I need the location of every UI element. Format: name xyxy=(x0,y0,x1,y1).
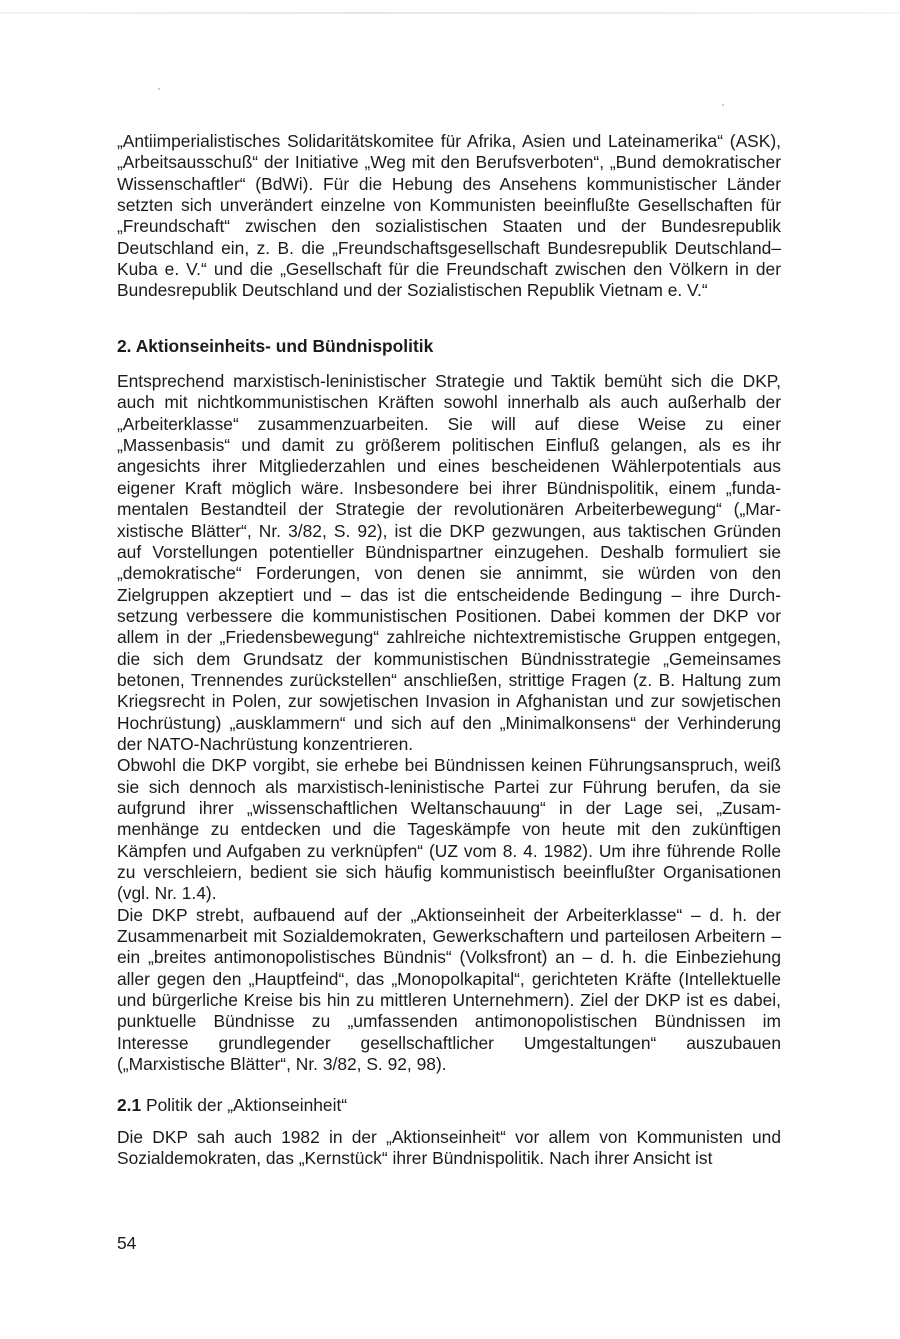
section-paragraph-3: Die DKP strebt, aufbauend auf der „Aktionseinheit der Arbeiterklasse“ – d. h. der Zusammenarbeit mit Sozialdemokraten, Gewerkschaftern und parteilosen Arbeitern – ein „breites antimonopolistisches Bündnis“ (Volksfront) an – d. h. die Einbeziehung aller gegen den „Hauptfeind“, das „Monopolkapital“, gerichteten Kräfte (Intellektuelle und bürgerliche Kreise bis hin zu mittleren Unternehmern). Ziel der DKP ist es dabei, punktuelle Bündnisse zu „umfassenden antimonopolistischen Bündnissen im Interesse grundlegender gesellschaftlicher Umgestaltungen“ auszubauen („Marxistische Blätter“, Nr. 3/82, S. 92, 98). xyxy=(117,904,781,1075)
page-number: 54 xyxy=(117,1233,137,1253)
section-heading: 2. Aktionseinheits- und Bündnispolitik xyxy=(117,335,434,356)
scan-speck xyxy=(722,104,724,106)
subsection-paragraph: Die DKP sah auch 1982 in der „Aktionseinheit“ vor allem von Kommunisten und Sozialdemokraten, das „Kernstück“ ihrer Bündnispolitik. Nach ihrer Ansicht ist xyxy=(117,1126,781,1169)
page-body xyxy=(117,131,781,1169)
section-paragraph-2: Obwohl die DKP vorgibt, sie erhebe bei Bündnissen keinen Führungsanspruch, weiß sie sich dennoch als marxistisch-leninistische Partei zur Führung berufen, da sie aufgrund ihrer „wissenschaftlichen Weltanschauung“ in der Lage sei, „Zusammenhänge zu entdecken und die Tageskämpfe von heute mit den zukünftigen Kämpfen und Aufgaben zu verknüpfen“ (UZ vom 8. 4. 1982). Um ihre führende Rolle zu verschleiern, bedient sie sich häufig kommunistisch beeinflußter Organisationen (vgl. Nr. 1.4). xyxy=(117,755,781,904)
subsection-heading xyxy=(117,1095,781,1116)
scan-edge xyxy=(0,12,900,14)
section-paragraph-1: Entsprechend marxistisch-leninistischer Strategie und Taktik bemüht sich die DKP, auch mit nichtkommunistischen Kräften sowohl innerhalb als auch außerhalb der „Arbeiterklasse“ zusammenzuarbeiten. Sie will auf diese Weise zu einer „Massenbasis“ und damit zu größerem politischen Einfluß gelangen, als es ihr angesichts ihrer Mitgliederzahlen und eines bescheidenen Wählerpotentials aus eigener Kraft möglich wäre. Insbesondere bei ihrer Bündnispolitik, einem „fundamentalen Bestandteil der Strategie der revolutionären Arbeiterbewegung“ („Marxistische Blätter“, Nr. 3/82, S. 92), ist die DKP gezwungen, aus taktischen Gründen auf Vorstellungen potentieller Bündnispartner einzugehen. Deshalb formuliert sie „demokratische“ Forderungen, von denen sie annimmt, sie würden von den Zielgruppen akzeptiert und – das ist die entscheidende Bedingung – ihre Durchsetzung verbessere die kommunistischen Positionen. Dabei kommen der DKP vor allem in der „Friedensbewegung“ zahlreiche nichtextremistische Gruppen entgegen, die sich dem Grundsatz der kommunistischen Bündnisstrategie „Gemeinsames betonen, Trennendes zurückstellen“ anschließen, strittige Fragen (z. B. Haltung zum Kriegsrecht in Polen, zur sowjetischen Invasion in Afghanistan und zur sowjetischen Hochrüstung) „ausklammern“ und sich auf den „Minimalkonsens“ der Verhinderung der NATO-Nachrüstung konzentrieren. xyxy=(117,371,781,754)
intro-paragraph: „Antiimperialistisches Solidaritätskomitee für Afrika, Asien und Lateinamerika“ (ASK), „Arbeitsausschuß“ der Initiative „Weg mit den Berufsverboten“, „Bund demokratischer Wissenschaftler“ (BdWi). Für die Hebung des Ansehens kommunistischer Länder setzten sich unverändert einzelne von Kommunisten beeinflußte Gesellschaften für „Freundschaft“ zwischen den sozialistischen Staaten und der Bundesrepublik Deutschland ein, z. B. die „Freundschaftsgesellschaft Bundesrepublik Deutschland–Kuba e. V.“ und die „Gesellschaft für die Freundschaft zwischen den Völkern in der Bundesrepublik Deutschland und der Sozialistischen Republik Vietnam e. V.“ xyxy=(117,131,781,301)
subsection-title: Politik der „Aktionseinheit“ xyxy=(146,1095,348,1116)
scan-speck xyxy=(158,88,160,90)
subsection-number: 2.1 xyxy=(117,1095,142,1116)
